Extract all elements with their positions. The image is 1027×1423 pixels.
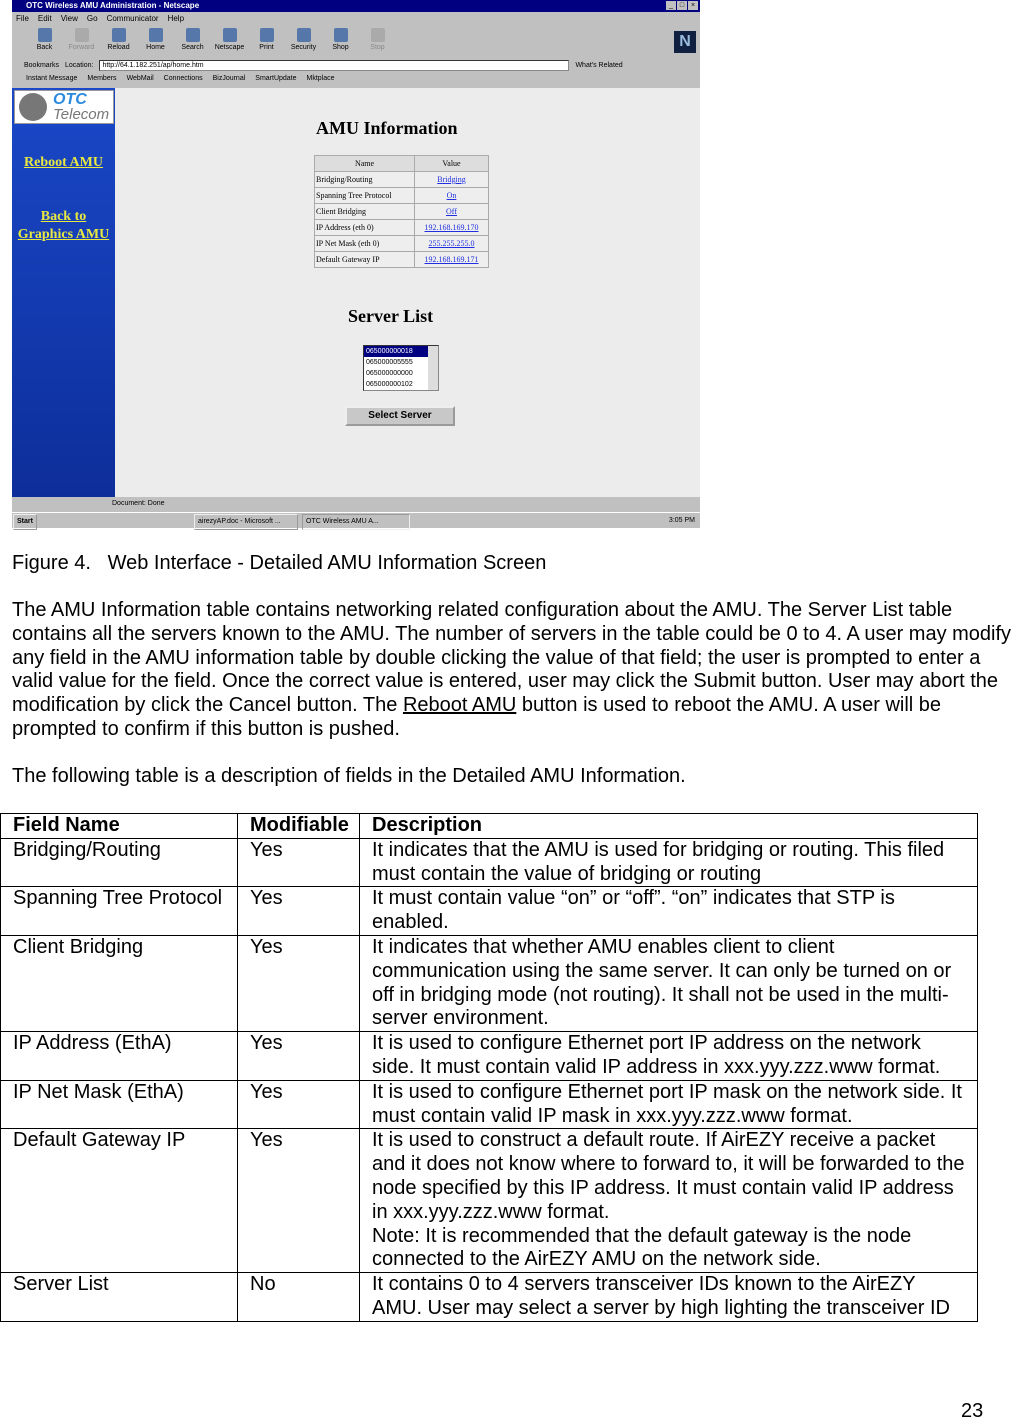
lock-icon (297, 28, 311, 42)
table-row: Bridging/Routing Yes It indicates that the AMU is used for bridging or routing. This filed must contain the value of bridging or routing (1, 838, 978, 887)
col-modifiable: Modifiable (238, 814, 360, 839)
url-input[interactable]: http://64.1.182.251/ap/home.htm (99, 60, 569, 71)
print-icon (260, 28, 274, 42)
search-button[interactable]: Search (174, 28, 211, 51)
server-option[interactable]: 065000000018 (364, 346, 428, 357)
table-row: IP Address (EthA) Yes It is used to configure Ethernet port IP address on the network side. It must contain valid IP address in xxx.yyy.zzz.www format. (1, 1032, 978, 1081)
forward-button[interactable]: Forward (63, 28, 100, 51)
start-button[interactable]: Start (13, 514, 37, 530)
paragraph: The following table is a description of fields in the Detailed AMU Information. (12, 765, 686, 787)
shop-icon (334, 28, 348, 42)
amu-info-heading: AMU Information (316, 118, 458, 138)
table-row: Default Gateway IP 192.168.169.171 (315, 252, 489, 268)
security-button[interactable]: Security (285, 28, 322, 51)
menu-communicator[interactable]: Communicator (106, 14, 159, 23)
reload-icon (112, 28, 126, 42)
paragraph: The AMU Information table contains networking related configuration about the AMU. The Server List table contains all the servers known to the AMU. The number of servers in the table could be 0 to 4. A user may modify any field in the AMU information table by double clicking the value of that field; the user is prompted to enter a valid value for the field. Once the correct value is entered, user may click the Submit button. User may abort the modification by click the Cancel button. The Reboot AMU button is used to reboot the AMU. A user will be prompted to confirm if this button is pushed. (12, 599, 1012, 740)
personal-link[interactable]: Instant Message (26, 75, 78, 82)
stop-button[interactable]: Stop (359, 28, 396, 51)
forward-icon (75, 28, 89, 42)
personal-link[interactable]: Connections (163, 75, 203, 82)
col-value: Value (415, 156, 489, 172)
value-link[interactable]: 192.168.169.171 (415, 252, 489, 268)
print-button[interactable]: Print (248, 28, 285, 51)
personal-link[interactable]: Mktplace (306, 75, 335, 82)
fields-table (0, 813, 978, 1322)
bookmarks-button[interactable]: Bookmarks (24, 61, 60, 69)
server-option[interactable]: 065000000102 (366, 381, 413, 388)
value-link[interactable]: 255.255.255.0 (415, 236, 489, 252)
web-page (12, 88, 700, 497)
whats-related-button[interactable]: What's Related (575, 61, 623, 69)
table-row: Spanning Tree Protocol On (315, 188, 489, 204)
table-row: Client Bridging Yes It indicates that whether AMU enables client to client communication using the same server. It can only be turned on or off in bridging mode (not routing). It shall not be used in the multi-server environment. (1, 935, 978, 1031)
figure-caption: Figure 4. Web Interface - Detailed AMU Information Screen (12, 552, 547, 574)
netscape-button[interactable]: Netscape (211, 28, 248, 51)
taskbar (12, 512, 700, 528)
reboot-amu-ref: Reboot AMU (402, 694, 517, 717)
window-controls[interactable]: _ □ × (666, 1, 698, 10)
server-list-heading: Server List (348, 306, 434, 326)
menu-go[interactable]: Go (86, 14, 98, 23)
nav-toolbar (26, 28, 396, 51)
select-server-button[interactable]: Select Server (345, 406, 455, 426)
location-label: Location: (65, 61, 94, 69)
otc-logo: OTC Telecom (14, 90, 114, 124)
taskbar-item[interactable]: OTC Wireless AMU A... (302, 514, 410, 530)
table-row: Default Gateway IP Yes It is used to construct a default route. If AirEZY receive a packet and it does not know where to forward to, it will be forwarded to the node specified by this IP address. It must contain valid IP address in xxx.yyy.zzz.www format. Note: It is recommended that the default gateway is the node connected to the AirEZY AMU on the network side. (1, 1129, 978, 1273)
clock: 3:05 PM (668, 517, 695, 524)
shop-button[interactable]: Shop (322, 28, 359, 51)
home-icon (149, 28, 163, 42)
menu-edit[interactable]: Edit (37, 14, 52, 23)
listbox-scrollbar[interactable] (428, 346, 438, 390)
server-option[interactable]: 065000005555 (366, 359, 413, 366)
personal-link[interactable]: Members (87, 75, 117, 82)
value-link[interactable]: Bridging (415, 172, 489, 188)
menu-view[interactable]: View (60, 14, 78, 23)
taskbar-item[interactable]: airezyAP.doc - Microsoft ... (194, 514, 298, 530)
netscape-icon (223, 28, 237, 42)
value-link[interactable]: Off (415, 204, 489, 220)
menu-file[interactable]: File (16, 14, 29, 23)
netscape-logo: N (674, 31, 696, 53)
window-title: OTC Wireless AMU Administration - Netscape (12, 0, 700, 12)
menu-help[interactable]: Help (167, 14, 185, 23)
home-button[interactable]: Home (137, 28, 174, 51)
col-description: Description (360, 814, 978, 839)
search-icon (186, 28, 200, 42)
location-bar (24, 59, 692, 71)
server-listbox[interactable] (363, 345, 439, 391)
status-text: Document: Done (112, 500, 165, 507)
menu-bar (16, 13, 184, 24)
table-row: Client Bridging Off (315, 204, 489, 220)
stop-icon (371, 28, 385, 42)
back-to-graphics-link[interactable]: Back to Graphics AMU (17, 209, 110, 242)
personal-link[interactable]: SmartUpdate (255, 75, 297, 82)
amu-info-table (314, 155, 489, 268)
back-icon (38, 28, 52, 42)
col-field-name: Field Name (1, 814, 238, 839)
status-bar (12, 498, 700, 510)
personal-toolbar (26, 75, 335, 82)
personal-link[interactable]: WebMail (126, 75, 154, 82)
table-row: Spanning Tree Protocol Yes It must contain value “on” or “off”. “on” indicates that STP is enabled. (1, 887, 978, 936)
page-number: 23 (961, 1400, 984, 1422)
back-button[interactable]: Back (26, 28, 63, 51)
sidebar (12, 88, 115, 497)
browser-screenshot (12, 0, 700, 528)
reboot-amu-link[interactable]: Reboot AMU (24, 155, 103, 170)
table-row: Bridging/Routing Bridging (315, 172, 489, 188)
value-link[interactable]: 192.168.169.170 (415, 220, 489, 236)
table-row: IP Net Mask (EthA) Yes It is used to configure Ethernet port IP mask on the network side. It must contain valid IP mask in xxx.yyy.zzz.www format. (1, 1080, 978, 1129)
col-name: Name (315, 156, 415, 172)
table-row: IP Net Mask (eth 0) 255.255.255.0 (315, 236, 489, 252)
value-link[interactable]: On (415, 188, 489, 204)
table-row: IP Address (eth 0) 192.168.169.170 (315, 220, 489, 236)
table-row: Server List No It contains 0 to 4 servers transceiver IDs known to the AirEZY AMU. User may select a server by high lighting the transceiver ID (1, 1273, 978, 1322)
server-option[interactable]: 065000000000 (366, 370, 413, 377)
reload-button[interactable]: Reload (100, 28, 137, 51)
personal-link[interactable]: BizJournal (212, 75, 246, 82)
